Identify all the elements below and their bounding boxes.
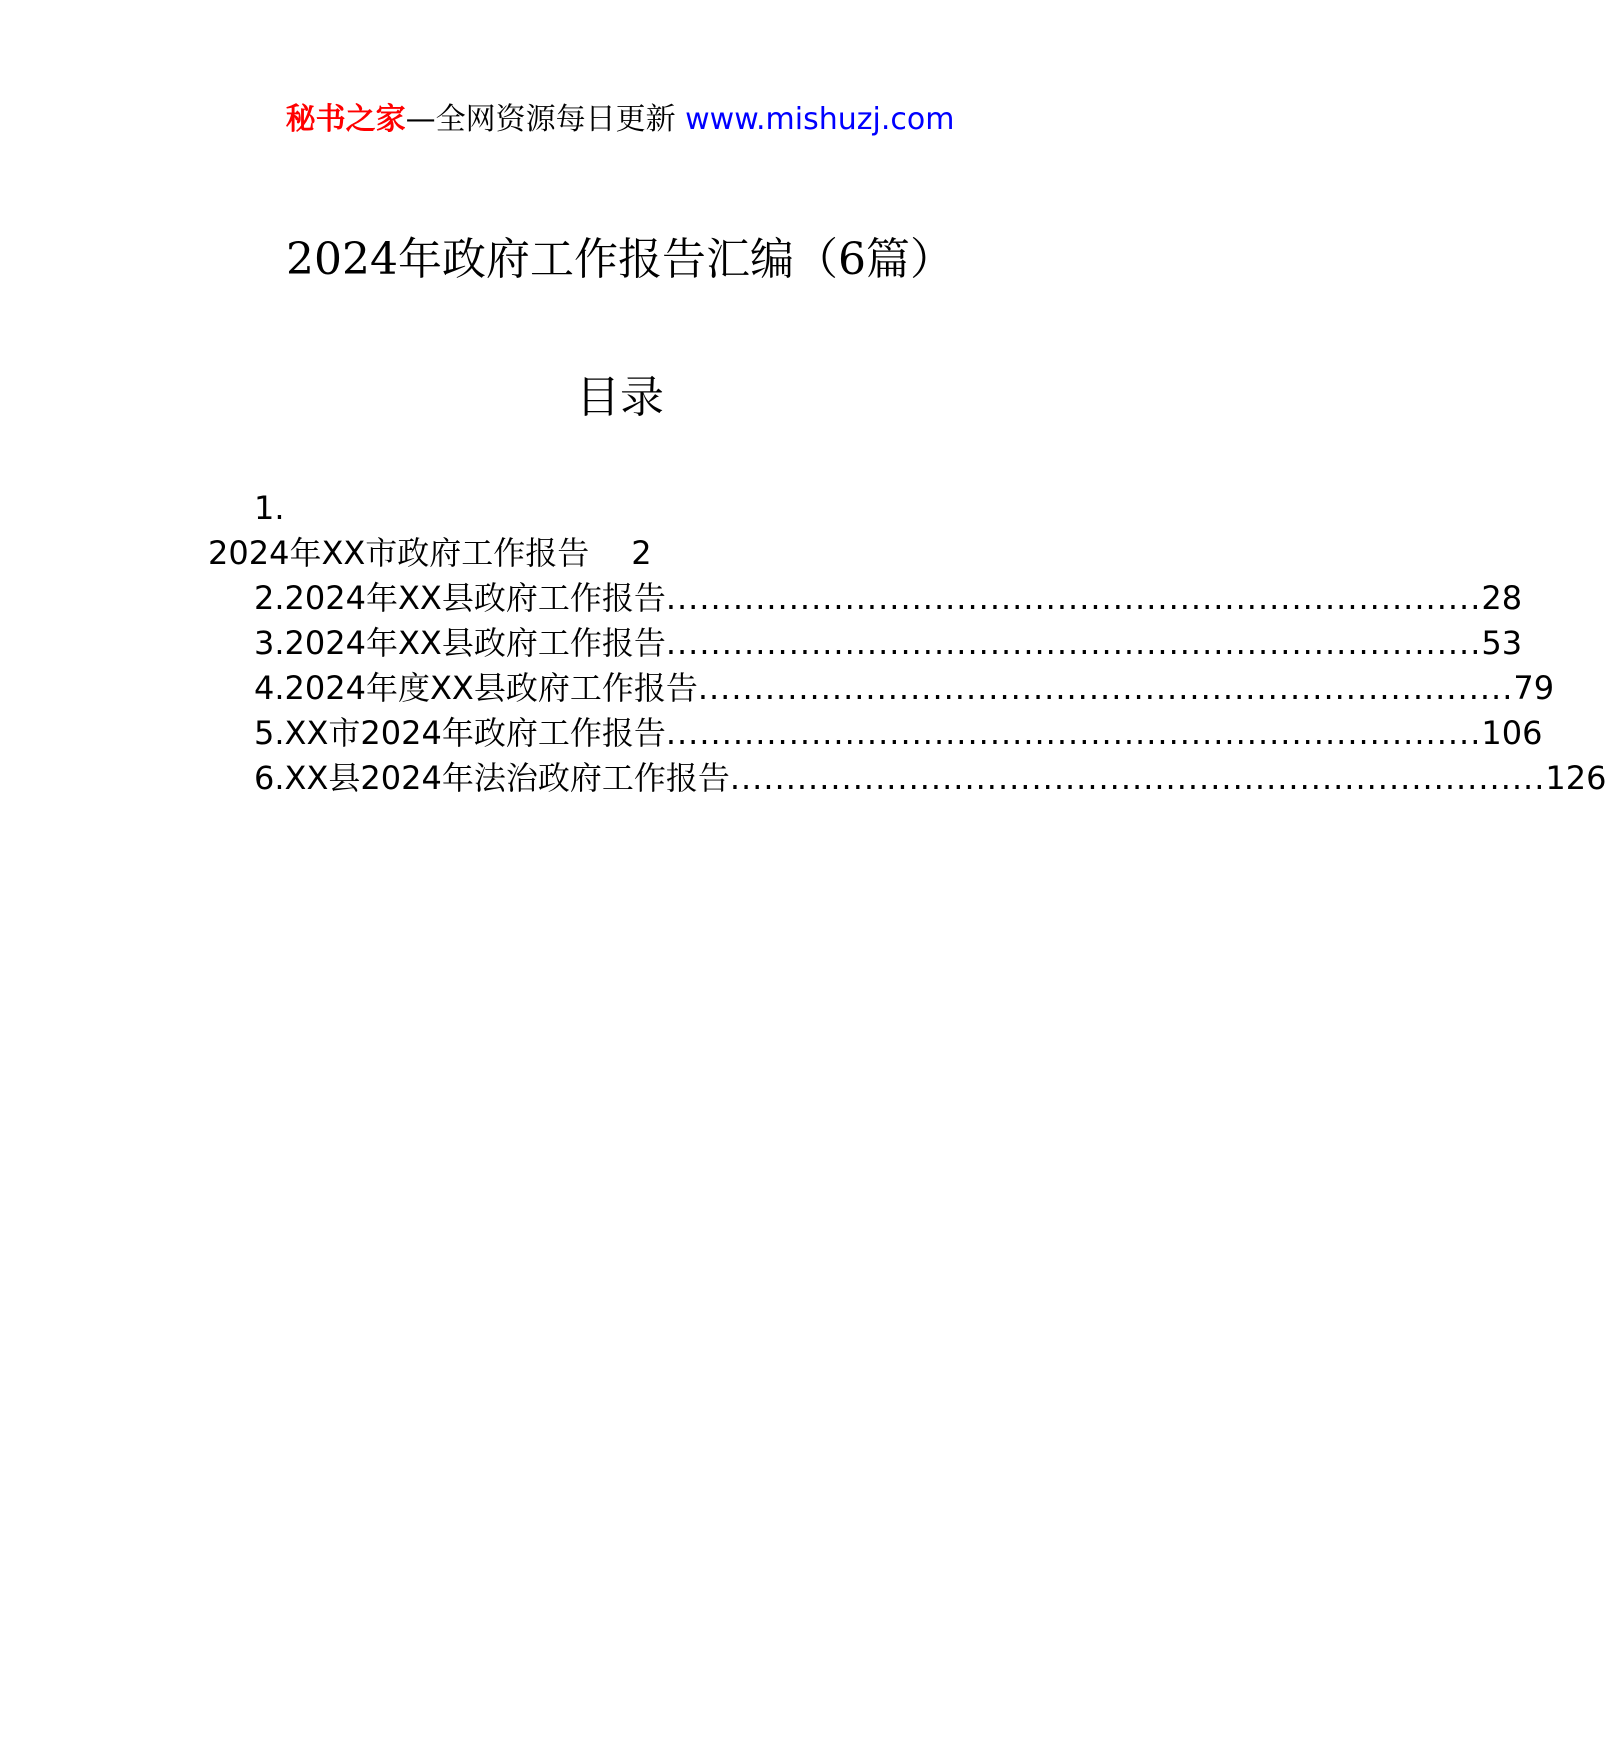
toc-entry-4[interactable] [254, 666, 1555, 710]
toc-entry-page: 126 [1545, 759, 1606, 797]
toc-entry-page: 106 [1481, 714, 1543, 752]
toc-entry-page: 28 [1481, 579, 1523, 617]
toc-dot-leader: ......................................................................... [665, 714, 1482, 752]
toc-entry-2[interactable] [254, 576, 1523, 620]
toc-entry-label: 2024年XX市政府工作报告 [208, 534, 590, 572]
toc-entry-1-number[interactable]: 1. [254, 489, 285, 527]
toc-heading: 目录 [576, 372, 664, 423]
toc-entry-page: 79 [1513, 669, 1555, 707]
brand-name: 秘书之家 [285, 102, 406, 137]
header-tagline: —全网资源每日更新 [405, 102, 676, 137]
toc-dot-leader: ......................................................................... [665, 624, 1482, 662]
toc-entry-label: 6.XX县2024年法治政府工作报告 [254, 759, 730, 797]
site-url-link[interactable]: www.mishuzj.com [685, 102, 955, 137]
toc-entry-1[interactable] [208, 531, 652, 575]
document-title: 2024年政府工作报告汇编（6篇） [286, 234, 954, 285]
toc-dot-leader: ......................................................................... [729, 759, 1546, 797]
toc-dot-leader: ......................................................................... [665, 579, 1482, 617]
toc-entry-page: 2 [631, 534, 652, 572]
toc-entry-label: 5.XX市2024年政府工作报告 [254, 714, 666, 752]
toc-entry-3[interactable] [254, 621, 1523, 665]
toc-dot-leader: ......................................................................... [697, 669, 1514, 707]
toc-entry-label: 2.2024年XX县政府工作报告 [254, 579, 666, 617]
toc-entry-6[interactable] [254, 756, 1606, 800]
site-header [0, 100, 1240, 140]
toc-entry-page: 53 [1481, 624, 1523, 662]
toc-entry-5[interactable] [254, 711, 1543, 755]
toc-entry-label: 3.2024年XX县政府工作报告 [254, 624, 666, 662]
toc-entry-label: 4.2024年度XX县政府工作报告 [254, 669, 698, 707]
